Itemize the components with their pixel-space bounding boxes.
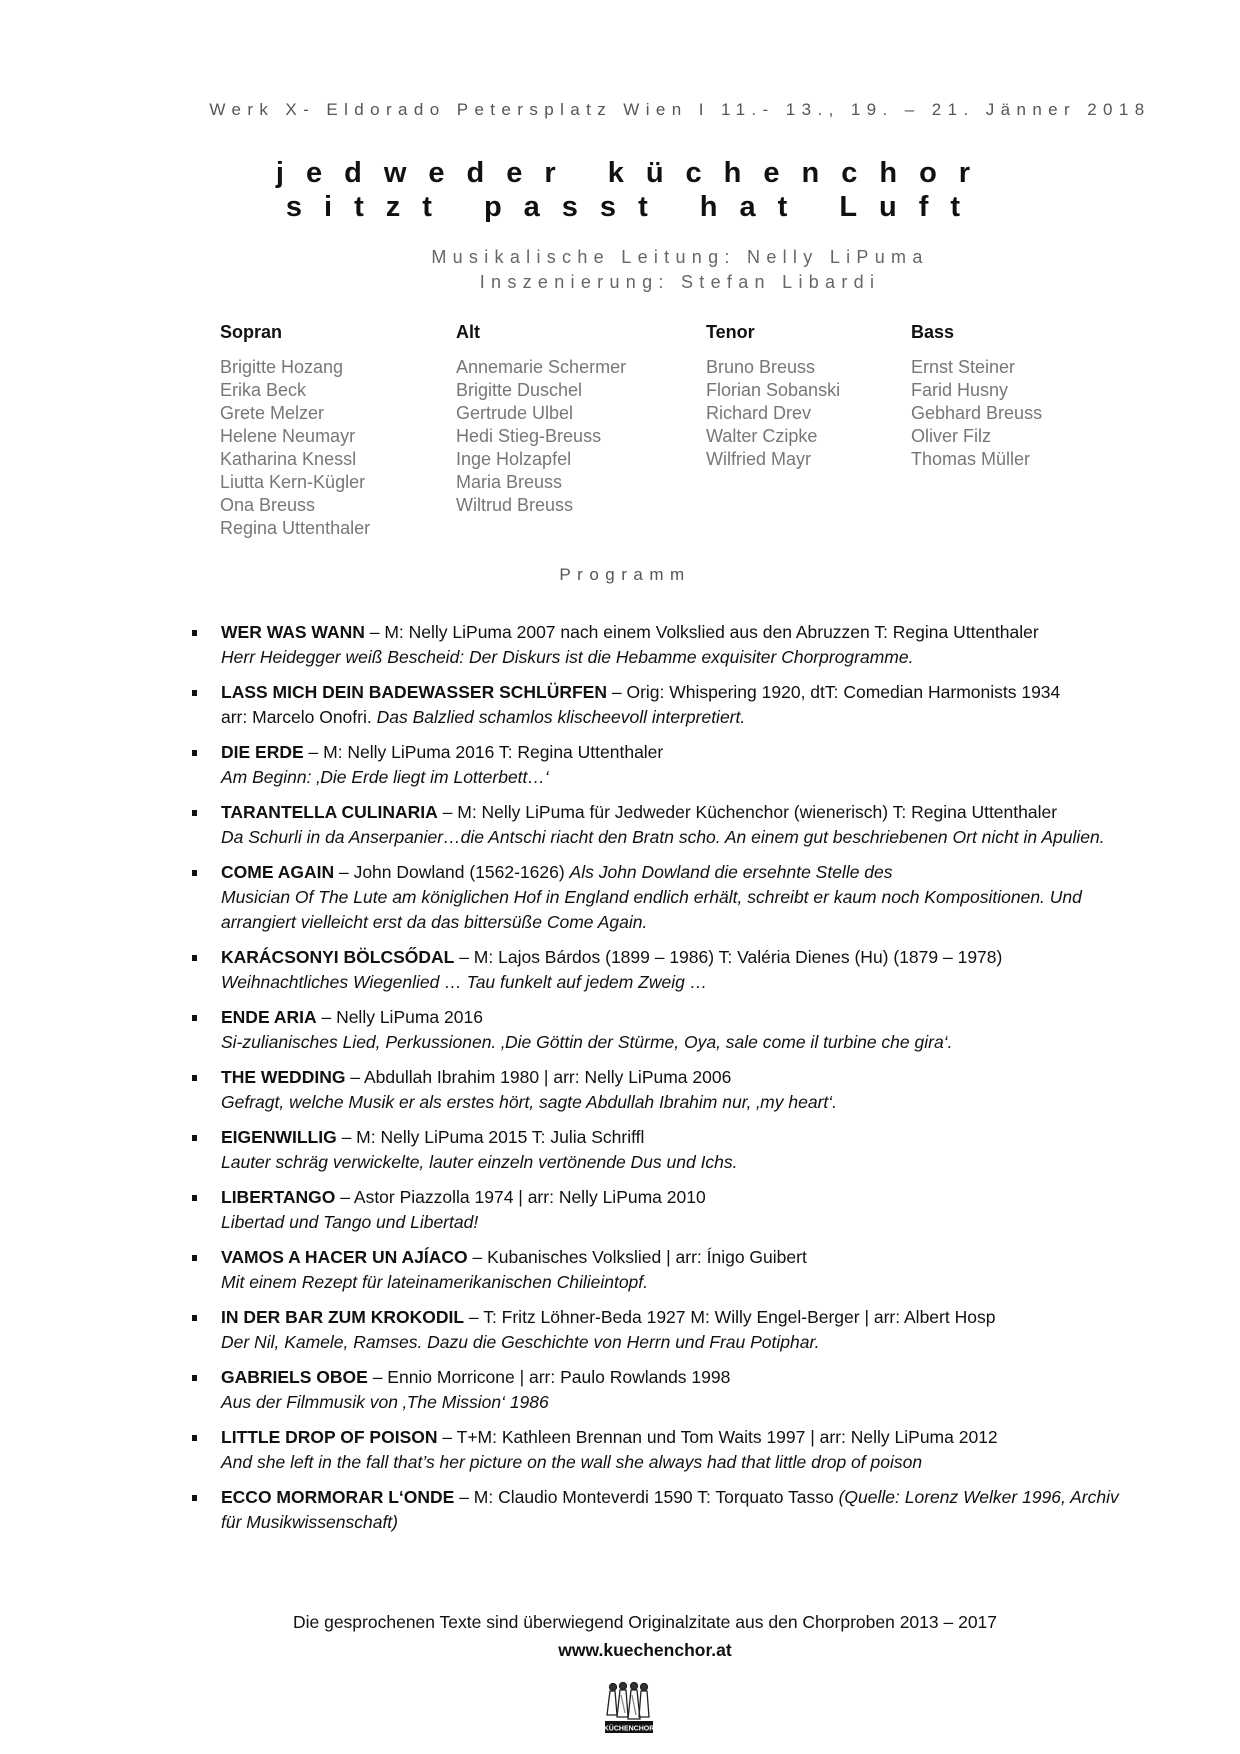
bullet-icon [192, 1195, 197, 1201]
bullet-icon [192, 1075, 197, 1081]
song-description [221, 1330, 1132, 1355]
song-title: LIBERTANGO [221, 1187, 336, 1207]
song-note: Herr Heidegger weiß Bescheid: Der Diskurs ist die Hebamme exquisiter Chorprogramme. [221, 647, 914, 667]
song-note: Das Balzlied schamlos klischeevoll interpretiert. [376, 707, 746, 727]
song-description [221, 705, 1132, 730]
song-title: WER WAS WANN [221, 622, 365, 642]
member-name: Brigitte Duschel [456, 380, 583, 400]
voice-column-tenor [706, 322, 840, 471]
member-name: Regina Uttenthaler [220, 518, 371, 538]
song-inline-note: Als John Dowland die ersehnte Stelle des [569, 862, 893, 882]
song-description [221, 885, 1132, 935]
voice-heading: Bass [911, 322, 955, 342]
song-description [221, 645, 1132, 670]
website-link[interactable]: www.kuechenchor.at [558, 1640, 732, 1660]
member-list [220, 356, 370, 540]
song-title: KARÁCSONYI BÖLCSŐDAL [221, 947, 455, 967]
song-description [221, 970, 1132, 995]
bullet-icon [192, 630, 197, 636]
bullet-icon [192, 1435, 197, 1441]
song-title: TARANTELLA CULINARIA [221, 802, 438, 822]
voice-heading: Sopran [220, 322, 283, 342]
song-credits: – Ennio Morricone | arr: Paulo Rowlands 1998 [367, 1367, 731, 1387]
voice-heading: Tenor [706, 322, 755, 342]
song-title: LITTLE DROP OF POISON [221, 1427, 438, 1447]
song-title: ECCO MORMORAR L‘ONDE [221, 1487, 455, 1507]
programm-item [192, 1005, 1132, 1055]
programm-item [192, 1365, 1132, 1415]
song-title: VAMOS A HACER UN AJÍACO [221, 1247, 468, 1267]
member-name: Gertrude Ulbel [456, 403, 574, 423]
member-name: Walter Czipke [706, 426, 818, 446]
venue-dates: Werk X- Eldorado Petersplatz Wien I 11.- 13., 19. – 21. Jänner 2018 [209, 100, 1151, 119]
bullet-icon [192, 750, 197, 756]
staging-credit: Inszenierung: Stefan Libardi [479, 272, 881, 292]
song-title: ENDE ARIA [221, 1007, 317, 1027]
song-inline-note: (Quelle: Lorenz Welker 1996, Archiv für Musikwissenschaft) [221, 1487, 1119, 1532]
song-description [221, 1270, 1132, 1295]
member-name: Liutta Kern-Kügler [220, 472, 366, 492]
logo-label: KÜCHENCHOR [603, 1725, 655, 1733]
voice-column-sopran [220, 322, 370, 540]
voice-column-bass [911, 322, 1042, 471]
voice-column-alt [456, 322, 626, 517]
song-note: Der Nil, Kamele, Ramses. Dazu die Geschichte von Herrn und Frau Potiphar. [221, 1332, 820, 1352]
song-description [221, 1030, 1132, 1055]
song-credits: – M: Claudio Monteverdi 1590 T: Torquato Tasso [454, 1487, 839, 1507]
bullet-icon [192, 1015, 197, 1021]
song-credits: – Abdullah Ibrahim 1980 | arr: Nelly LiPuma 2006 [345, 1067, 732, 1087]
member-name: Ona Breuss [220, 495, 316, 515]
song-credits: – Nelly LiPuma 2016 [316, 1007, 483, 1027]
song-note: Mit einem Rezept für lateinamerikanischen Chilieintopf. [221, 1272, 649, 1292]
song-credits: – M: Nelly LiPuma 2015 T: Julia Schriffl [336, 1127, 645, 1147]
song-note: Libertad und Tango und Libertad! [221, 1212, 479, 1232]
member-name: Thomas Müller [911, 449, 1031, 469]
programm-item [192, 1425, 1132, 1475]
song-title: COME AGAIN [221, 862, 335, 882]
programm-item [192, 1485, 1132, 1535]
programm-item [192, 945, 1132, 995]
page-subtitle: sitzt passt hat Luft [285, 191, 983, 223]
song-note: Weihnachtliches Wiegenlied … Tau funkelt auf jedem Zweig … [221, 972, 708, 992]
member-name: Brigitte Hozang [220, 357, 344, 377]
bullet-icon [192, 1135, 197, 1141]
member-name: Annemarie Schermer [456, 357, 627, 377]
song-title: IN DER BAR ZUM KROKODIL [221, 1307, 465, 1327]
bullet-icon [192, 1315, 197, 1321]
programm-item [192, 740, 1132, 790]
song-title: EIGENWILLIG [221, 1127, 337, 1147]
member-name: Oliver Filz [911, 426, 991, 446]
programm-heading: Programm [559, 565, 691, 584]
bullet-icon [192, 1255, 197, 1261]
song-credits: – M: Nelly LiPuma 2007 nach einem Volkslied aus den Abruzzen T: Regina Uttenthaler [364, 622, 1039, 642]
member-name: Bruno Breuss [706, 357, 816, 377]
member-list [911, 356, 1042, 471]
member-name: Grete Melzer [220, 403, 325, 423]
song-credits: – Kubanisches Volkslied | arr: Ínigo Guibert [467, 1247, 807, 1267]
footer-note: Die gesprochenen Texte sind überwiegend Originalzitate aus den Chorproben 2013 – 2017 [292, 1612, 998, 1632]
bullet-icon [192, 870, 197, 876]
bullet-icon [192, 690, 197, 696]
choir-roster [220, 322, 1120, 542]
song-note: Musician Of The Lute am königlichen Hof in England endlich erhält, schreibt er kaum noch Kompositionen. Und arrangiert vielleicht erst da das bittersüße Come Again. [221, 887, 1082, 932]
song-note: Am Beginn: ‚Die Erde liegt im Lotterbett…‘ [221, 767, 549, 787]
programm-item [192, 680, 1132, 730]
programm-item [192, 860, 1132, 935]
song-credits: – M: Lajos Bárdos (1899 – 1986) T: Valéria Dienes (Hu) (1879 – 1978) [454, 947, 1003, 967]
song-title: THE WEDDING [221, 1067, 346, 1087]
member-name: Erika Beck [220, 380, 307, 400]
song-note: Da Schurli in da Anserpanier…die Antschi riacht den Bratn scho. An einem gut beschriebenen Ort nicht in Apulien. [221, 827, 1105, 847]
member-name: Gebhard Breuss [911, 403, 1043, 423]
member-name: Katharina Knessl [220, 449, 357, 469]
page-title: jedweder küchenchor [275, 157, 993, 189]
programm-item [192, 800, 1132, 850]
song-note: And she left in the fall that’s her picture on the wall she always had that little drop of poison [221, 1452, 923, 1472]
choir-logo-icon [601, 1681, 657, 1735]
song-description [221, 1150, 1132, 1175]
song-description [221, 1210, 1132, 1235]
song-credits: – M: Nelly LiPuma für Jedweder Küchenchor (wienerisch) T: Regina Uttenthaler [437, 802, 1058, 822]
musical-direction: Musikalische Leitung: Nelly LiPuma [431, 247, 929, 267]
song-description [221, 1090, 1132, 1115]
member-name: Helene Neumayr [220, 426, 356, 446]
member-name: Hedi Stieg-Breuss [456, 426, 602, 446]
song-title: DIE ERDE [221, 742, 304, 762]
song-credits: – Astor Piazzolla 1974 | arr: Nelly LiPuma 2010 [335, 1187, 706, 1207]
song-title: GABRIELS OBOE [221, 1367, 368, 1387]
member-name: Farid Husny [911, 380, 1009, 400]
bullet-icon [192, 1375, 197, 1381]
song-credits: – T: Fritz Löhner-Beda 1927 M: Willy Engel-Berger | arr: Albert Hosp [464, 1307, 996, 1327]
song-title: LASS MICH DEIN BADEWASSER SCHLÜRFEN [221, 682, 607, 702]
member-name: Maria Breuss [456, 472, 563, 492]
programm-item [192, 1125, 1132, 1175]
programm-item [192, 1305, 1132, 1355]
member-name: Inge Holzapfel [456, 449, 572, 469]
member-name: Wilfried Mayr [706, 449, 812, 469]
member-name: Richard Drev [706, 403, 812, 423]
song-credits: – Orig: Whispering 1920, dtT: Comedian Harmonists 1934 [607, 682, 1061, 702]
song-description [221, 1450, 1132, 1475]
programm-list [192, 620, 1132, 1545]
song-note: Aus der Filmmusik von ‚The Mission‘ 1986 [221, 1392, 549, 1412]
song-arranger: arr: Marcelo Onofri. [221, 707, 377, 727]
bullet-icon [192, 810, 197, 816]
song-credits: – M: Nelly LiPuma 2016 T: Regina Uttenthaler [303, 742, 664, 762]
song-credits: – T+M: Kathleen Brennan und Tom Waits 1997 | arr: Nelly LiPuma 2012 [437, 1427, 998, 1447]
programm-item [192, 1065, 1132, 1115]
song-note: Gefragt, welche Musik er als erstes hört, sagte Abdullah Ibrahim nur, ‚my heart‘. [221, 1092, 838, 1112]
song-description [221, 1390, 1132, 1415]
member-list [456, 356, 626, 517]
bullet-icon [192, 955, 197, 961]
song-description [221, 765, 1132, 790]
bullet-icon [192, 1495, 197, 1501]
member-name: Ernst Steiner [911, 357, 1016, 377]
song-credits: – John Dowland (1562-1626) [334, 862, 570, 882]
song-note: Lauter schräg verwickelte, lauter einzeln vertönende Dus und Ichs. [221, 1152, 738, 1172]
choir-figures-icon [601, 1681, 657, 1735]
voice-heading: Alt [456, 322, 480, 342]
member-list [706, 356, 840, 471]
member-name: Wiltrud Breuss [456, 495, 574, 515]
programm-item [192, 620, 1132, 670]
programm-item [192, 1185, 1132, 1235]
song-note: Si-zulianisches Lied, Perkussionen. ‚Die Göttin der Stürme, Oya, sale come il turbine che gira‘. [221, 1032, 953, 1052]
programm-item [192, 1245, 1132, 1295]
member-name: Florian Sobanski [706, 380, 841, 400]
song-description [221, 825, 1132, 850]
